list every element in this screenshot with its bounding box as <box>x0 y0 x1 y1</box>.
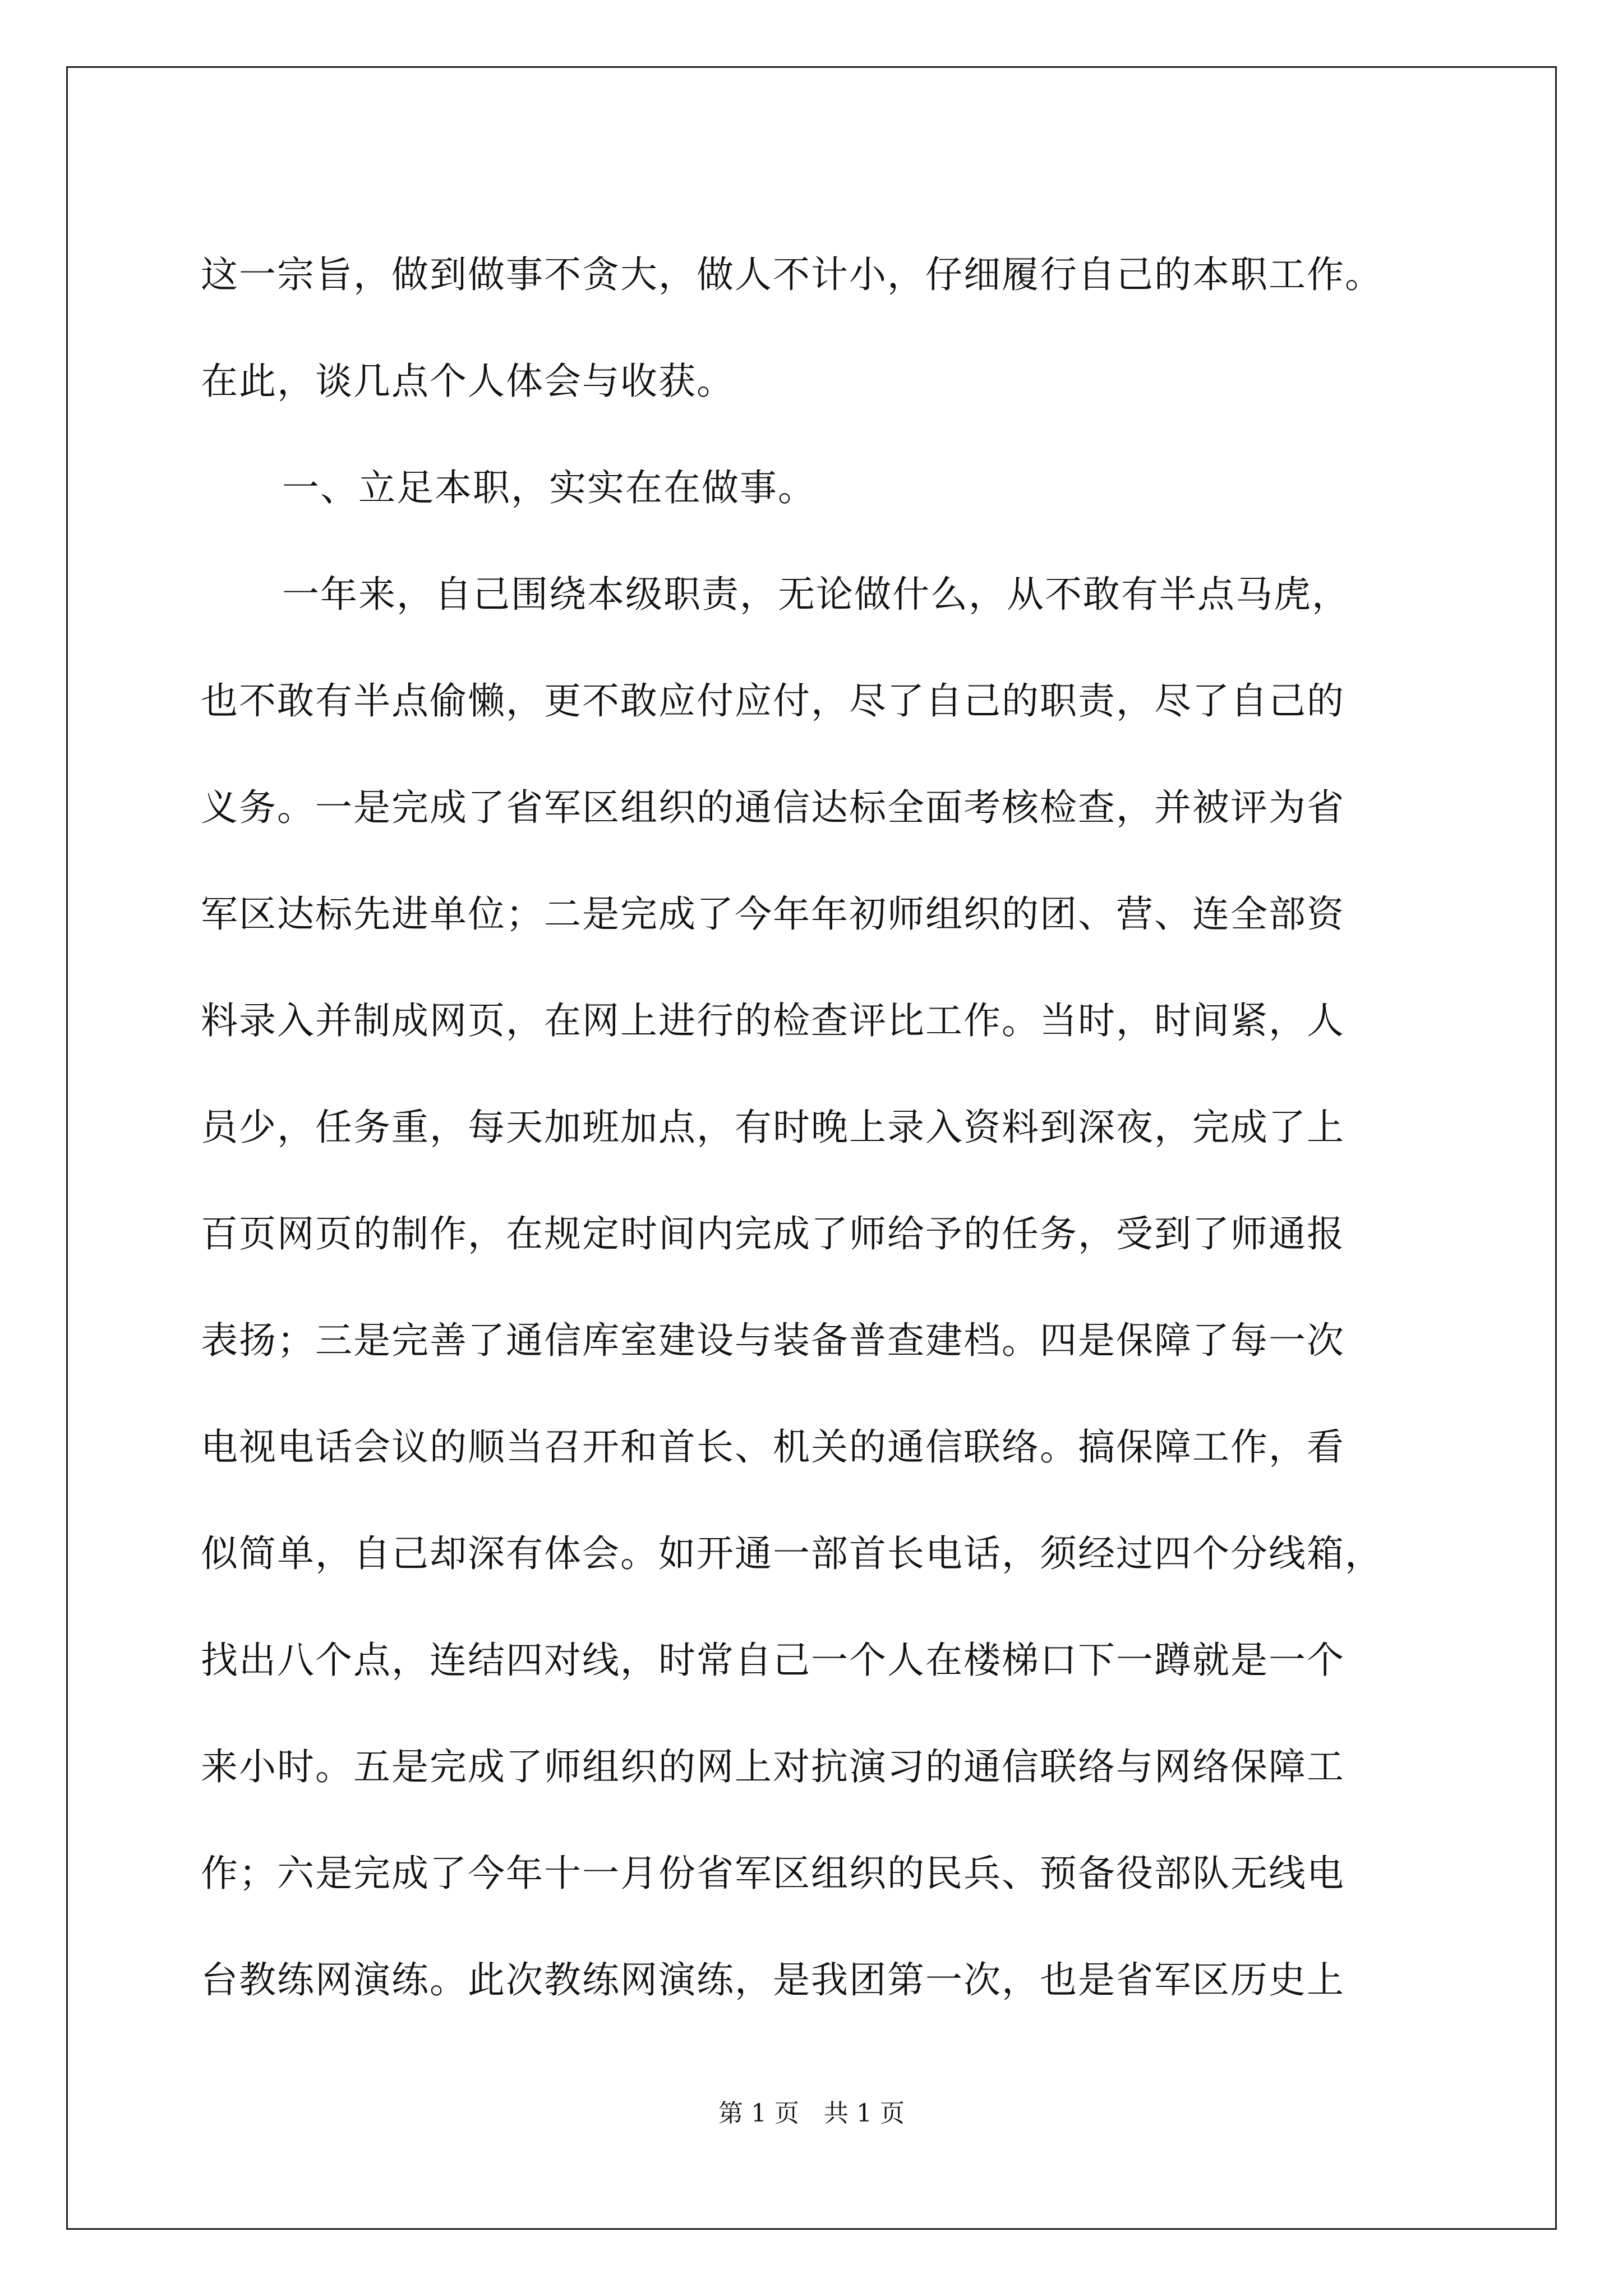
text-line: 台教练网演练。此次教练网演练，是我团第一次，也是省军区历史上 <box>201 1958 1345 2001</box>
text-line: 也不敢有半点偷懒，更不敢应付应付，尽了自己的职责，尽了自己的 <box>201 679 1345 723</box>
page-footer: 第 1 页 共 1 页 <box>718 2099 905 2128</box>
text-line: 百页网页的制作，在规定时间内完成了师给予的任务，受到了师通报 <box>201 1212 1345 1255</box>
text-line: 似简单，自己却深有体会。如开通一部首长电话，须经过四个分线箱， <box>201 1532 1383 1575</box>
text-line: 这一宗旨，做到做事不贪大，做人不计小，仔细履行自己的本职工作。 <box>201 253 1383 296</box>
text-line: 一年来，自己围绕本级职责，无论做什么，从不敢有半点马虎， <box>282 573 1350 616</box>
section-heading: 一、立足本职，实实在在做事。 <box>282 466 816 509</box>
text-line: 电视电话会议的顺当召开和首长、机关的通信联络。搞保障工作，看 <box>201 1425 1345 1469</box>
text-line: 在此，谈几点个人体会与收获。 <box>201 360 735 403</box>
text-line: 作；六是完成了今年十一月份省军区组织的民兵、预备役部队无线电 <box>201 1852 1345 1895</box>
text-line: 找出八个点，连结四对线，时常自己一个人在楼梯口下一蹲就是一个 <box>201 1639 1345 1682</box>
text-line: 表扬；三是完善了通信库室建设与装备普查建档。四是保障了每一次 <box>201 1319 1345 1362</box>
text-line: 来小时。五是完成了师组织的网上对抗演习的通信联络与网络保障工 <box>201 1745 1345 1788</box>
text-line: 军区达标先进单位；二是完成了今年年初师组织的团、营、连全部资 <box>201 892 1345 936</box>
text-line: 料录入并制成网页，在网上进行的检查评比工作。当时，时间紧，人 <box>201 999 1345 1042</box>
text-line: 义务。一是完成了省军区组织的通信达标全面考核检查，并被评为省 <box>201 786 1345 829</box>
text-line: 员少，任务重，每天加班加点，有时晚上录入资料到深夜，完成了上 <box>201 1106 1345 1149</box>
document-body <box>201 222 1435 2033</box>
